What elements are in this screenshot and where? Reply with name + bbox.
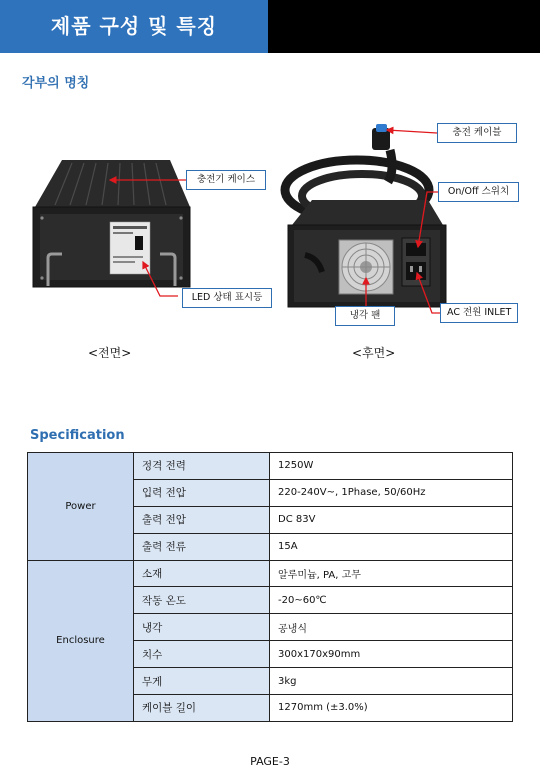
spec-label: 케이블 길이: [134, 695, 270, 722]
spec-value: 공냉식: [270, 614, 513, 641]
callout-switch: On/Off 스위치: [438, 182, 519, 202]
spec-value: 15A: [270, 533, 513, 560]
table-row: [28, 453, 513, 480]
spec-label: 작동 온도: [134, 587, 270, 614]
group-enclosure: Enclosure: [28, 560, 134, 721]
front-view: [33, 160, 190, 287]
spec-value: 300x170x90mm: [270, 641, 513, 668]
spec-label: 소재: [134, 560, 270, 587]
parts-section-title: 각부의 명칭: [22, 76, 90, 91]
rear-view-label: <후면>: [352, 346, 396, 360]
callout-inlet: AC 전원 INLET: [440, 303, 518, 323]
table-row: [28, 560, 513, 587]
spec-value: 1270mm (±3.0%): [270, 695, 513, 722]
front-view-label: <전면>: [88, 346, 132, 360]
spec-label: 무게: [134, 668, 270, 695]
spec-value: 알루미늄, PA, 고무: [270, 560, 513, 587]
spec-label: 치수: [134, 641, 270, 668]
spec-value: 220-240V~, 1Phase, 50/60Hz: [270, 479, 513, 506]
specification-table: [27, 452, 513, 722]
callout-cable: 충전 케이블: [437, 123, 517, 143]
page-number: PAGE-3: [250, 755, 290, 768]
spec-value: 1250W: [270, 453, 513, 480]
spec-label: 출력 전압: [134, 506, 270, 533]
spec-label: 출력 전류: [134, 533, 270, 560]
spec-value: 3kg: [270, 668, 513, 695]
spec-value: DC 83V: [270, 506, 513, 533]
callout-fan: 냉각 팬: [335, 306, 395, 326]
page-title: 제품 구성 및 특징: [50, 14, 218, 38]
group-power: Power: [28, 453, 134, 561]
spec-value: -20~60℃: [270, 587, 513, 614]
callout-led: LED 상태 표시등: [182, 288, 272, 308]
callout-case: 충전기 케이스: [186, 170, 266, 190]
spec-label: 정격 전력: [134, 453, 270, 480]
spec-label: 냉각: [134, 614, 270, 641]
spec-section-title: Specification: [30, 428, 125, 443]
spec-label: 입력 전압: [134, 479, 270, 506]
